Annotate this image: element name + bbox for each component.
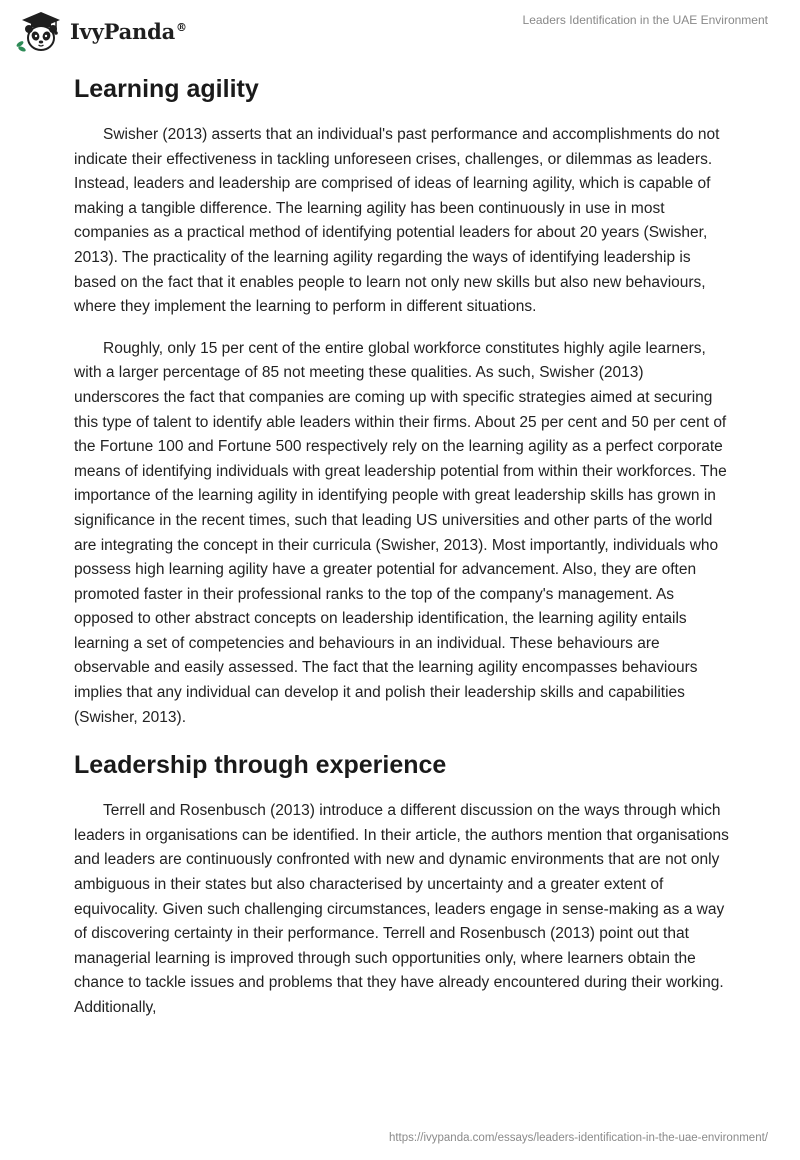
document-title: Leaders Identification in the UAE Environment bbox=[522, 13, 768, 27]
registered-mark: ® bbox=[176, 20, 187, 34]
source-url[interactable]: https://ivypanda.com/essays/leaders-identification-in-the-uae-environment/ bbox=[388, 1132, 768, 1144]
page-header bbox=[0, 0, 800, 64]
brand-name: IvyPanda® bbox=[70, 18, 187, 44]
ivypanda-logo[interactable] bbox=[14, 8, 187, 54]
section-heading-learning-agility: Learning agility bbox=[74, 75, 259, 103]
panda-graduate-icon bbox=[14, 8, 64, 54]
paragraph: Swisher (2013) asserts that an individual's past performance and accomplishments do not indicate their effectiveness in tackling unforeseen crises, challenges, or dilemmas as leaders. Instead, leaders and leadership are comprised of ideas of learning agility, which is capable of making a tangible difference. The learning agility has been continuously in use in most companies as a practical method of identifying potential leaders for about 20 years (Swisher, 2013). The practicality of the learning agility regarding the ways of identifying leadership is based on the fact that it enables people to learn not only new skills but also new behaviours, where they implement the learning to perform in different situations. bbox=[74, 126, 720, 316]
paragraph: Roughly, only 15 per cent of the entire global workforce constitutes highly agile learners, with a larger percentage of 85 not meeting these qualities. As such, Swisher (2013) underscores the fact that companies are coming up with specific strategies aimed at securing this type of talent to identify able leaders within their firms. About 25 per cent and 50 per cent of the Fortune 100 and Fortune 500 respectively rely on the learning agility as a perfect corporate means of identifying individuals with great leadership potential from within their workforces. The importance of the learning agility in identifying people with great leadership skills has grown in significance in the recent times, such that leading US universities and other parts of the world are integrating the concept in their curricula (Swisher, 2013). Most importantly, individuals who possess high learning agility have a greater potential for advancement. Also, they are often promoted faster in their professional ranks to the top of the company's management. As opposed to other abstract concepts on leadership identification, the learning agility entails learning a set of competencies and behaviours in an individual. These behaviours are observable and easily assessed. The fact that the learning agility encompasses behaviours implies that any individual can develop it and polish their leadership skills and capabilities (Swisher, 2013). bbox=[74, 339, 727, 726]
essay-body bbox=[74, 72, 730, 1021]
section-heading-leadership-through-experience: Leadership through experience bbox=[74, 751, 447, 780]
paragraph: Terrell and Rosenbusch (2013) introduce a different discussion on the ways through which leaders in organisations can be identified. In their article, the authors mention that organisations and leaders are continuously confronted with new and dynamic environments that are not only ambiguous in their states but also characterised by uncertainty and a greater extent of equivocality. Given such challenging circumstances, leaders engage in sense-making as a way of discovering certainty in their performance. Terrell and Rosenbusch (2013) point out that managerial learning is improved through such opportunities only, where learners obtain the chance to tackle issues and problems that they have already encountered during their working. Additionally, bbox=[74, 802, 729, 1016]
